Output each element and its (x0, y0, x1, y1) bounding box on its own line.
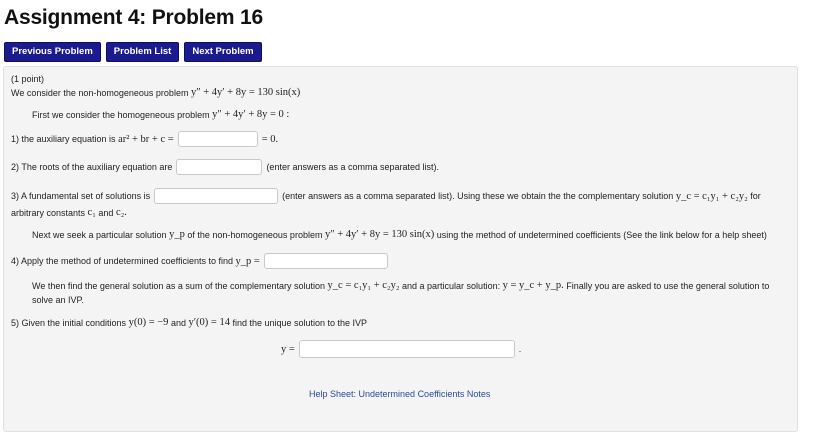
q3-label: 3) A fundamental set of solutions is (11, 191, 151, 201)
next-problem-button[interactable]: Next Problem (184, 42, 261, 62)
points-text: (1 point) (11, 74, 45, 84)
points-label (11, 74, 44, 84)
c1-symbol: c₁ (87, 207, 96, 218)
q3-suffix: (enter answers as a comma separated list). Using these we obtain the the complementary solution (282, 191, 674, 201)
q3-equation: y_c = c₁y₁ + c₂y₂ (675, 190, 748, 202)
q3-line (11, 187, 761, 205)
general-line (32, 280, 769, 291)
problem-panel (3, 66, 798, 432)
q1-suffix: = 0. (261, 133, 279, 145)
general-text-a: We then find the general solution as a sum of the complementary solution (32, 280, 326, 291)
q4-label: 4) Apply the method of undetermined coefficients to find (11, 256, 233, 266)
q5-equation-2: y′(0) = 14 (188, 317, 230, 328)
q5-line (11, 317, 367, 328)
help-link-line (309, 389, 490, 399)
fundamental-set-input[interactable] (154, 188, 278, 204)
final-answer-line (281, 339, 521, 359)
aux-equation-input[interactable] (178, 131, 258, 147)
q2-suffix: (enter answers as a comma separated list). (266, 162, 440, 172)
particular-text-b: of the non-homogeneous problem (187, 229, 323, 240)
problem-list-button[interactable]: Problem List (106, 42, 180, 62)
homog-line (32, 109, 289, 120)
particular-text-a: Next we seek a particular solution (32, 229, 167, 240)
page-title: Assignment 4: Problem 16 (4, 6, 263, 29)
q2-label: 2) The roots of the auxiliary equation are (11, 162, 173, 172)
general-text-b: and a particular solution: (402, 280, 501, 291)
general-line2 (32, 295, 84, 305)
q2-line (11, 158, 439, 176)
intro-text: We consider the non-homogeneous problem (11, 87, 189, 98)
q5-and: and (170, 317, 186, 328)
homog-text: First we consider the homogeneous problem (32, 109, 210, 120)
particular-solution-input[interactable] (264, 253, 388, 269)
particular-yp: y_p (169, 229, 185, 240)
q5-label: 5) Given the initial conditions (11, 317, 127, 328)
q4-line (11, 252, 392, 270)
problem-nav (4, 42, 262, 62)
particular-text-c: using the method of undetermined coefficients (See the link below for a help sheet) (436, 229, 767, 240)
roots-input[interactable] (176, 159, 262, 175)
q1-label: 1) the auxiliary equation is (11, 134, 116, 144)
q1-line (11, 130, 278, 148)
general-equation-1: y_c = c₁y₁ + c₂y₂ (327, 280, 400, 291)
general-equation-2: y = y_c + y_p. (502, 280, 564, 291)
q5-equation-1: y(0) = −9 (128, 317, 169, 328)
q3-line2 (11, 207, 127, 218)
intro-equation: y″ + 4y′ + 8y = 130 sin(x) (190, 87, 301, 98)
intro-line (11, 87, 300, 98)
particular-equation: y″ + 4y′ + 8y = 130 sin(x) (324, 229, 435, 240)
q3-line2-text: arbitrary constants (11, 207, 86, 218)
particular-line (32, 229, 767, 240)
q4-equation: y_p = (235, 255, 260, 267)
q1-equation: ar² + br + c = (118, 133, 174, 145)
final-dot: . (518, 344, 522, 354)
previous-problem-button[interactable]: Previous Problem (4, 42, 101, 62)
q3-for: for (750, 191, 761, 201)
q5-suffix: find the unique solution to the IVP (232, 317, 368, 328)
general-line2-text: solve an IVP. (32, 295, 84, 305)
c2-symbol: c₂. (115, 207, 127, 218)
ivp-solution-input[interactable] (299, 340, 515, 358)
help-sheet-link[interactable]: Help Sheet: Undetermined Coefficients Notes (309, 389, 491, 399)
general-text-c: Finally you are asked to use the general solution to (566, 280, 770, 291)
final-label: y = (281, 343, 295, 355)
q3-and: and (98, 207, 114, 218)
homog-equation: y″ + 4y′ + 8y = 0 : (212, 109, 290, 120)
